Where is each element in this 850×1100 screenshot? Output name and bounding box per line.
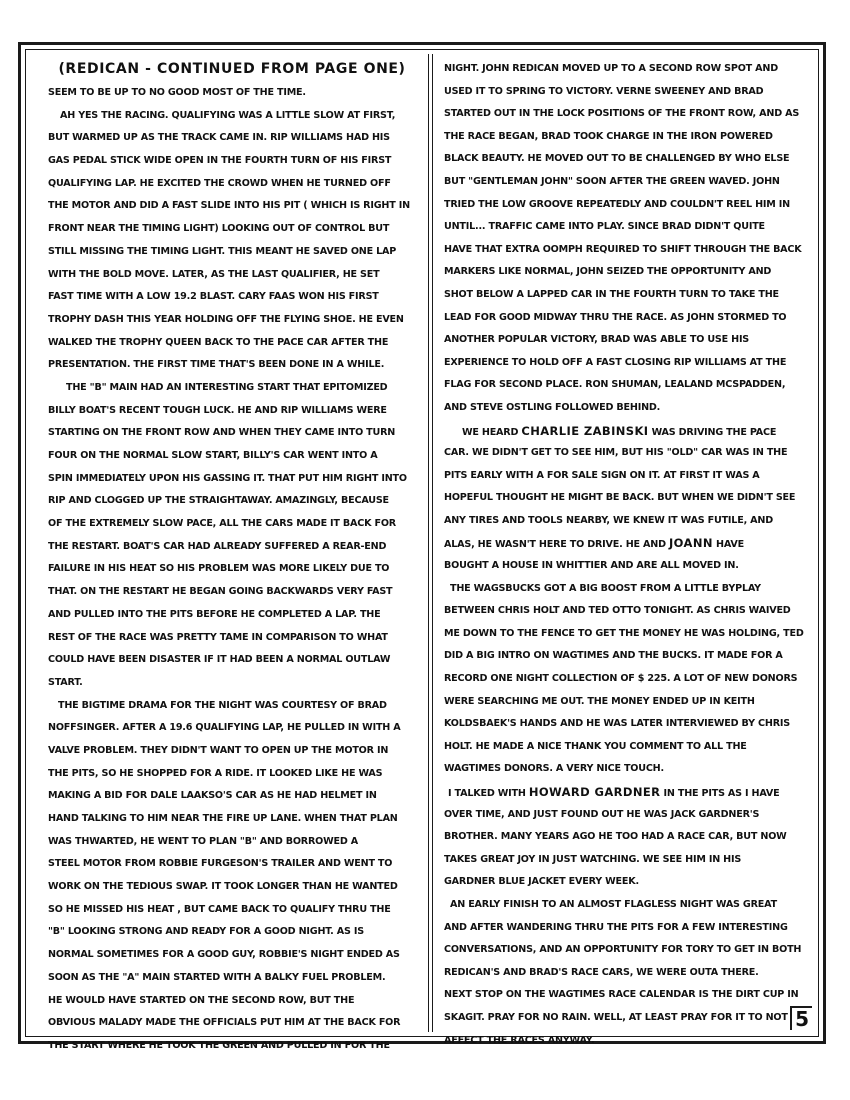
column-divider — [428, 54, 433, 1032]
text-line: AN EARLY FINISH TO AN ALMOST FLAGLESS NIGHT WAS GREAT — [450, 898, 777, 910]
text-line: FAST TIME WITH A LOW 19.2 BLAST. CARY FAAS WON HIS FIRST — [48, 291, 379, 303]
text-line: THAT. ON THE RESTART HE BEGAN GOING BACKWARDS VERY FAST — [48, 586, 393, 598]
text-line: VALVE PROBLEM. THEY DIDN'T WANT TO OPEN UP THE MOTOR IN — [48, 744, 389, 756]
text-line: THE "B" MAIN HAD AN INTERESTING START THAT EPITOMIZED — [66, 381, 388, 393]
text-line: WORK ON THE TEDIOUS SWAP. IT TOOK LONGER THAN HE WANTED — [48, 881, 398, 893]
howard-after: IN THE PITS AS I HAVE — [660, 788, 780, 799]
text-line: AND PULLED INTO THE PITS BEFORE HE COMPLETED A LAP. THE — [48, 608, 381, 620]
howard-line — [444, 781, 812, 804]
text-line: OBVIOUS MALADY MADE THE OFFICIALS PUT HIM AT THE BACK FOR — [48, 1017, 401, 1029]
text-line: THE RESTART. BOAT'S CAR HAD ALREADY SUFFERED A REAR-END — [48, 540, 387, 552]
text-line: RECORD ONE NIGHT COLLECTION OF $ 225. A LOT OF NEW DONORS — [444, 673, 798, 685]
text-line: FLAG FOR SECOND PLACE. RON SHUMAN, LEALAND MCSPADDEN, — [444, 379, 786, 391]
text-line: SOON AS THE "A" MAIN STARTED WITH A BALKY FUEL PROBLEM. — [48, 971, 386, 983]
text-line: RIP AND CLOGGED UP THE STRAIGHTAWAY. AMAZINGLY, BECAUSE — [48, 495, 389, 507]
joann-line — [444, 532, 812, 555]
text-line: WALKED THE TROPHY QUEEN BACK TO THE PACE CAR AFTER THE — [48, 336, 389, 348]
text-line: SKAGIT. PRAY FOR NO RAIN. WELL, AT LEAST PRAY FOR IT TO NOT — [444, 1011, 788, 1023]
text-line: NOFFSINGER. AFTER A 19.6 QUALIFYING LAP, HE PULLED IN WITH A — [48, 722, 401, 734]
text-line: CAR. WE DIDN'T GET TO SEE HIM, BUT HIS "OLD" CAR WAS IN THE — [444, 447, 788, 459]
text-line: HOPEFUL THOUGHT HE MIGHT BE BACK. BUT WHEN WE DIDN'T SEE — [444, 492, 796, 504]
text-line: AND AFTER WANDERING THRU THE PITS FOR A FEW INTERESTING — [444, 921, 788, 933]
text-line: QUALIFYING LAP. HE EXCITED THE CROWD WHEN HE TURNED OFF — [48, 177, 391, 189]
text-line: EXPERIENCE TO HOLD OFF A FAST CLOSING RIP WILLIAMS AT THE — [444, 356, 787, 368]
text-line: NORMAL SOMETIMES FOR A GOOD GUY, ROBBIE'S NIGHT ENDED AS — [48, 949, 400, 961]
text-line: WITH THE BOLD MOVE. LATER, AS THE LAST QUALIFIER, HE SET — [48, 268, 380, 280]
text-line: OVER TIME, AND JUST FOUND OUT HE WAS JACK GARDNER'S — [444, 808, 760, 820]
left-column — [48, 58, 416, 1058]
howard-name: HOWARD GARDNER — [528, 785, 661, 799]
continued-heading: (REDICAN - CONTINUED FROM PAGE ONE) — [58, 61, 406, 77]
right-column-text-d — [444, 804, 812, 1053]
text-line: TRIED THE LOW GROOVE REPEATEDLY AND COULDN'T REEL HIM IN — [444, 198, 790, 210]
text-line: THE BIGTIME DRAMA FOR THE NIGHT WAS COURTESY OF BRAD — [58, 699, 387, 711]
text-line: AFFECT THE RACES ANYWAY. — [444, 1034, 595, 1046]
text-line: REDICAN'S AND BRAD'S RACE CARS, WE WERE OUTA THERE. — [444, 966, 759, 978]
text-line: STARTED OUT IN THE LOCK POSITIONS OF THE FRONT ROW, AND AS — [444, 108, 800, 120]
text-line: WAGTIMES DONORS. A VERY NICE TOUCH. — [444, 763, 664, 775]
text-line: BUT WARMED UP AS THE TRACK CAME IN. RIP WILLIAMS HAD HIS — [48, 132, 390, 144]
text-line: SHOT BELOW A LAPPED CAR IN THE FOURTH TURN TO TAKE THE — [444, 288, 779, 300]
text-line: TAKES GREAT JOY IN JUST WATCHING. WE SEE HIM IN HIS — [444, 853, 742, 865]
text-line: START. — [48, 676, 83, 688]
text-line: PRESENTATION. THE FIRST TIME THAT'S BEEN DONE IN A WHILE. — [48, 359, 385, 371]
right-column-text-c — [444, 555, 812, 781]
text-line: PITS EARLY WITH A FOR SALE SIGN ON IT. AT FIRST IT WAS A — [444, 469, 760, 481]
text-line: ME DOWN TO THE FENCE TO GET THE MONEY HE WAS HOLDING, TED — [444, 627, 804, 639]
text-line: THE WAGSBUCKS GOT A BIG BOOST FROM A LITTLE BYPLAY — [450, 582, 761, 594]
text-line: GARDNER BLUE JACKET EVERY WEEK. — [444, 876, 639, 888]
charlie-name: CHARLIE ZABINSKI — [521, 423, 649, 438]
text-line: HOLT. HE MADE A NICE THANK YOU COMMENT TO ALL THE — [444, 740, 747, 752]
text-line: UNTIL... TRAFFIC CAME INTO PLAY. SINCE BRAD DIDN'T QUITE — [444, 221, 765, 233]
text-line: THE PITS, SO HE SHOPPED FOR A RIDE. IT LOOKED LIKE HE WAS — [48, 767, 383, 779]
text-line: "B" LOOKING STRONG AND READY FOR A GOOD NIGHT. AS IS — [48, 926, 364, 938]
charlie-line — [444, 420, 812, 443]
joann-after: HAVE — [712, 539, 745, 551]
text-line: THE MOTOR AND DID A FAST SLIDE INTO HIS PIT ( WHICH IS RIGHT IN — [48, 200, 410, 212]
text-line: FAILURE IN HIS HEAT SO HIS PROBLEM WAS MORE LIKELY DUE TO — [48, 563, 390, 575]
right-column-text-b — [444, 442, 812, 532]
howard-before: I TALKED WITH — [448, 788, 529, 799]
text-line: SPIN IMMEDIATELY UPON HIS GASSING IT. THAT PUT HIM RIGHT INTO — [48, 472, 407, 484]
text-line: FOUR ON THE NORMAL SLOW START, BILLY'S CAR WENT INTO A — [48, 450, 378, 461]
text-line: FRONT NEAR THE TIMING LIGHT) LOOKING OUT OF CONTROL BUT — [48, 223, 390, 235]
text-line: CONVERSATIONS, AND AN OPPORTUNITY FOR TORY TO GET IN BOTH — [444, 944, 802, 956]
right-column — [444, 58, 812, 1052]
joann-name: JOANN — [668, 536, 713, 551]
joann-before: ALAS, HE WASN'T HERE TO DRIVE. HE AND — [444, 539, 669, 551]
text-line: DID A BIG INTRO ON WAGTIMES AND THE BUCKS. IT MADE FOR A — [444, 650, 783, 662]
text-line: TROPHY DASH THIS YEAR HOLDING OFF THE FLYING SHOE. HE EVEN — [48, 313, 404, 325]
text-line: BILLY BOAT'S RECENT TOUGH LUCK. HE AND RIP WILLIAMS WERE — [48, 404, 387, 416]
right-column-text-a — [444, 58, 812, 420]
text-line: KOLDSBAEK'S HANDS AND HE WAS LATER INTERVIEWED BY CHRIS — [444, 718, 790, 730]
text-line: GAS PEDAL STICK WIDE OPEN IN THE FOURTH TURN OF HIS FIRST — [48, 155, 392, 167]
text-line: NEXT STOP ON THE WAGTIMES RACE CALENDAR IS THE DIRT CUP IN — [444, 989, 799, 1001]
text-line: WERE SEARCHING ME OUT. THE MONEY ENDED UP IN KEITH — [444, 695, 755, 707]
text-line: STILL MISSING THE TIMING LIGHT. THIS MEANT HE SAVED ONE LAP — [48, 245, 397, 257]
text-line: MARKERS LIKE NORMAL, JOHN SEIZED THE OPPORTUNITY AND — [444, 266, 772, 278]
text-line: SEEM TO BE UP TO NO GOOD MOST OF THE TIME. — [48, 87, 306, 98]
text-line: LEAD FOR GOOD MIDWAY THRU THE RACE. AS JOHN STORMED TO — [444, 311, 787, 323]
charlie-after: WAS DRIVING THE PACE — [648, 426, 777, 438]
text-line: USED IT TO SPRING TO VICTORY. VERNE SWEENEY AND BRAD — [444, 85, 764, 97]
text-line: STARTING ON THE FRONT ROW AND WHEN THEY CAME INTO TURN — [48, 427, 396, 439]
text-line: ANOTHER POPULAR VICTORY, BRAD WAS ABLE TO USE HIS — [444, 334, 750, 346]
text-line: ANY TIRES AND TOOLS NEARBY, WE KNEW IT WAS FUTILE, AND — [444, 514, 773, 526]
text-line: WAS THWARTED, HE WENT TO PLAN "B" AND BORROWED A — [48, 835, 358, 847]
text-line: THE START WHERE HE TOOK THE GREEN AND PULLED IN FOR THE — [48, 1039, 390, 1051]
text-line: BROTHER. MANY YEARS AGO HE TOO HAD A RACE CAR, BUT NOW — [444, 831, 787, 843]
text-line: THE RACE BEGAN, BRAD TOOK CHARGE IN THE IRON POWERED — [444, 130, 773, 142]
text-line: AND STEVE OSTLING FOLLOWED BEHIND. — [444, 401, 661, 413]
page-frame — [18, 42, 826, 1051]
text-line: NIGHT. JOHN REDICAN MOVED UP TO A SECOND ROW SPOT AND — [444, 63, 778, 74]
text-line: MAKING A BID FOR DALE LAAKSO'S CAR AS HE HAD HELMET IN — [48, 790, 377, 802]
left-column-text — [48, 82, 416, 1058]
text-line: HAVE THAT EXTRA OOMPH REQUIRED TO SHIFT THROUGH THE BACK — [444, 243, 802, 255]
text-line: BOUGHT A HOUSE IN WHITTIER AND ARE ALL MOVED IN. — [444, 560, 739, 572]
page-frame-inner — [25, 49, 819, 1051]
text-line: REST OF THE RACE WAS PRETTY TAME IN COMPARISON TO WHAT — [48, 631, 388, 643]
text-line: SO HE MISSED HIS HEAT , BUT CAME BACK TO QUALIFY THRU THE — [48, 903, 391, 915]
text-line: AH YES THE RACING. QUALIFYING WAS A LITTLE SLOW AT FIRST, — [60, 109, 396, 121]
text-line: BLACK BEAUTY. HE MOVED OUT TO BE CHALLENGED BY WHO ELSE — [444, 153, 790, 165]
text-line: HE WOULD HAVE STARTED ON THE SECOND ROW, BUT THE — [48, 994, 355, 1006]
text-line: COULD HAVE BEEN DISASTER IF IT HAD BEEN A NORMAL OUTLAW — [48, 654, 391, 666]
page-number: 5 — [790, 1006, 812, 1030]
text-line: BUT "GENTLEMAN JOHN" SOON AFTER THE GREEN WAVED. JOHN — [444, 175, 780, 187]
text-line: STEEL MOTOR FROM ROBBIE FURGESON'S TRAILER AND WENT TO — [48, 858, 393, 870]
text-line: OF THE EXTREMELY SLOW PACE, ALL THE CARS MADE IT BACK FOR — [48, 518, 396, 530]
text-line: BETWEEN CHRIS HOLT AND TED OTTO TONIGHT. AS CHRIS WAIVED — [444, 605, 791, 617]
charlie-before: WE HEARD — [462, 426, 522, 438]
text-line: HAND TALKING TO HIM NEAR THE FIRE UP LANE. WHEN THAT PLAN — [48, 813, 398, 824]
